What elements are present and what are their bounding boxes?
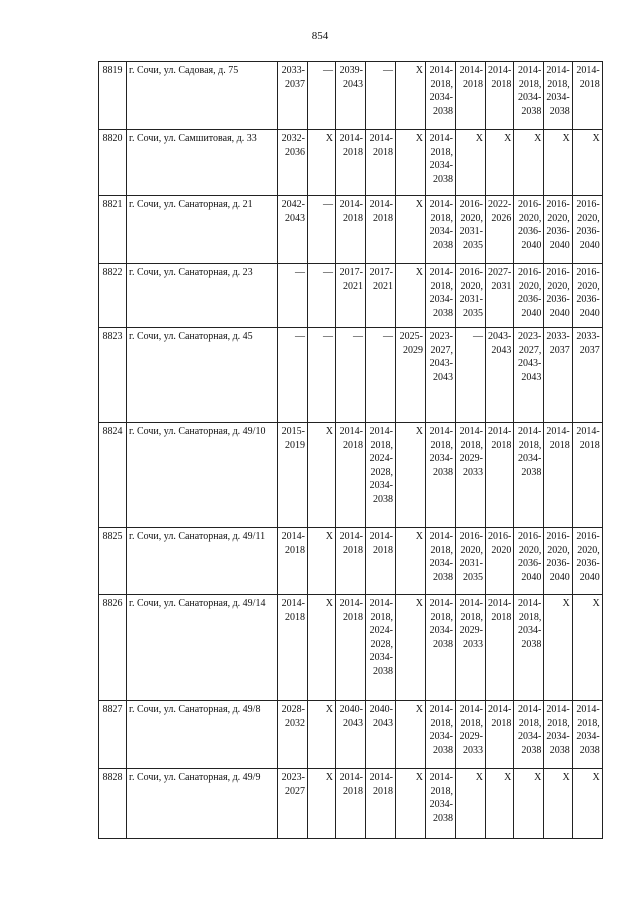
address-text: г. Сочи, ул. Санаторная, д. 45 <box>129 331 253 342</box>
period-value: X <box>415 426 423 437</box>
period-value: 2040- 2043 <box>369 704 393 729</box>
period-cell <box>278 264 308 328</box>
period-cell <box>514 528 544 595</box>
period-cell <box>486 528 514 595</box>
period-cell <box>396 528 426 595</box>
period-value: X <box>415 65 423 76</box>
period-value: 2014- 2018, 2024- 2028, 2034- 2038 <box>369 598 393 677</box>
period-value: 2016- 2020, 2036- 2040 <box>546 531 570 583</box>
period-value: 2014- 2018, 2034- 2038 <box>429 772 453 824</box>
period-cell <box>278 595 308 701</box>
address-cell <box>127 196 278 264</box>
period-value: 2027- 2031 <box>488 267 512 292</box>
period-value: 2025- 2029 <box>399 331 423 356</box>
period-cell <box>366 328 396 423</box>
period-value: X <box>415 704 423 715</box>
period-value: X <box>592 772 600 783</box>
period-cell <box>278 423 308 528</box>
period-cell <box>486 130 514 196</box>
table-row <box>99 595 603 701</box>
period-cell <box>426 62 456 130</box>
address-text: г. Сочи, ул. Санаторная, д. 23 <box>129 267 253 278</box>
period-value: 2033- 2037 <box>281 65 305 90</box>
period-cell <box>366 196 396 264</box>
period-cell <box>366 62 396 130</box>
period-value: 2014- 2018 <box>459 65 483 90</box>
period-value: 2016- 2020, 2036- 2040 <box>518 199 542 251</box>
period-cell <box>514 701 544 769</box>
period-cell <box>426 264 456 328</box>
period-cell <box>426 196 456 264</box>
period-cell <box>572 196 602 264</box>
period-value: 2014- 2018 <box>339 598 363 623</box>
table-row <box>99 769 603 839</box>
table-row <box>99 528 603 595</box>
period-cell <box>456 701 486 769</box>
period-cell <box>396 328 426 423</box>
period-value: 2014- 2018, 2029- 2033 <box>459 598 483 650</box>
period-cell <box>456 62 486 130</box>
period-cell <box>572 769 602 839</box>
period-cell <box>278 528 308 595</box>
period-cell <box>396 423 426 528</box>
period-value: 2039- 2043 <box>339 65 363 90</box>
period-cell <box>486 595 514 701</box>
period-value: — <box>353 331 363 342</box>
period-cell <box>486 423 514 528</box>
period-cell <box>514 130 544 196</box>
row-number: 8826 <box>99 595 127 701</box>
period-cell <box>308 595 336 701</box>
period-value: 2016- 2020, 2036- 2040 <box>576 267 600 319</box>
period-cell <box>456 196 486 264</box>
period-cell <box>336 769 366 839</box>
period-cell <box>396 62 426 130</box>
period-value: X <box>562 133 570 144</box>
period-cell <box>396 264 426 328</box>
period-value: 2016- 2020, 2036- 2040 <box>518 267 542 319</box>
period-value: X <box>415 772 423 783</box>
period-cell <box>426 595 456 701</box>
period-value: 2014- 2018 <box>339 426 363 451</box>
period-value: 2014- 2018, 2034- 2038 <box>429 267 453 319</box>
period-cell <box>396 196 426 264</box>
period-value: 2014- 2018, 2029- 2033 <box>459 426 483 478</box>
period-value: 2014- 2018 <box>488 65 512 90</box>
row-number: 8824 <box>99 423 127 528</box>
period-value: 2023- 2027, 2043- 2043 <box>429 331 453 383</box>
period-value: 2014- 2018 <box>488 598 512 623</box>
period-value: 2014- 2018, 2034- 2038 <box>429 65 453 117</box>
period-cell <box>336 62 366 130</box>
period-value: X <box>325 531 333 542</box>
address-cell <box>127 595 278 701</box>
period-cell <box>514 264 544 328</box>
period-cell <box>456 130 486 196</box>
period-cell <box>544 595 572 701</box>
period-value: X <box>562 772 570 783</box>
period-cell <box>544 130 572 196</box>
period-value: X <box>475 133 483 144</box>
period-value: 2017- 2021 <box>339 267 363 292</box>
period-value: 2014- 2018, 2034- 2038 <box>518 598 542 650</box>
period-value: 2023- 2027 <box>281 772 305 797</box>
period-cell <box>486 62 514 130</box>
period-value: 2014- 2018, 2034- 2038 <box>546 704 570 756</box>
period-value: 2014- 2018, 2034- 2038 <box>576 704 600 756</box>
period-cell <box>366 769 396 839</box>
period-cell <box>486 264 514 328</box>
period-value: X <box>415 267 423 278</box>
period-value: 2014- 2018 <box>369 531 393 556</box>
period-cell <box>572 528 602 595</box>
period-cell <box>396 595 426 701</box>
period-cell <box>514 62 544 130</box>
period-cell <box>426 130 456 196</box>
period-value: 2014- 2018, 2034- 2038 <box>429 598 453 650</box>
row-number: 8827 <box>99 701 127 769</box>
table-row <box>99 423 603 528</box>
period-cell <box>278 130 308 196</box>
period-value: 2033- 2037 <box>546 331 570 356</box>
address-cell <box>127 423 278 528</box>
period-value: 2014- 2018, 2034- 2038 <box>429 426 453 478</box>
period-value: 2017- 2021 <box>369 267 393 292</box>
period-value: 2014- 2018, 2034- 2038 <box>518 426 542 478</box>
period-value: 2033- 2037 <box>576 331 600 356</box>
period-cell <box>336 423 366 528</box>
period-cell <box>544 264 572 328</box>
period-value: 2014- 2018 <box>339 133 363 158</box>
period-value: X <box>534 133 542 144</box>
table-body <box>99 62 603 839</box>
address-text: г. Сочи, ул. Садовая, д. 75 <box>129 65 239 76</box>
period-cell <box>486 328 514 423</box>
period-value: 2028- 2032 <box>281 704 305 729</box>
period-cell <box>278 196 308 264</box>
period-value: 2016- 2020 <box>488 531 512 556</box>
period-cell <box>336 701 366 769</box>
period-value: 2014- 2018 <box>339 199 363 224</box>
period-value: X <box>504 772 512 783</box>
period-cell <box>514 423 544 528</box>
period-cell <box>456 595 486 701</box>
period-cell <box>308 769 336 839</box>
table-row <box>99 130 603 196</box>
row-number: 8825 <box>99 528 127 595</box>
row-number: 8820 <box>99 130 127 196</box>
period-value: — <box>295 267 305 278</box>
period-cell <box>544 62 572 130</box>
period-cell <box>278 62 308 130</box>
period-value: — <box>323 65 333 76</box>
period-value: 2016- 2020, 2031- 2035 <box>459 267 483 319</box>
period-value: 2014- 2018 <box>369 199 393 224</box>
period-value: 2040- 2043 <box>339 704 363 729</box>
period-value: X <box>592 598 600 609</box>
period-cell <box>396 701 426 769</box>
address-cell <box>127 769 278 839</box>
period-cell <box>336 528 366 595</box>
period-cell <box>336 264 366 328</box>
period-value: 2043- 2043 <box>488 331 512 356</box>
period-cell <box>396 130 426 196</box>
row-number: 8828 <box>99 769 127 839</box>
period-value: X <box>415 598 423 609</box>
period-value: 2014- 2018, 2029- 2033 <box>459 704 483 756</box>
period-cell <box>572 328 602 423</box>
period-value: 2014- 2018 <box>281 598 305 623</box>
period-cell <box>544 423 572 528</box>
period-value: 2014- 2018 <box>488 426 512 451</box>
address-text: г. Сочи, ул. Санаторная, д. 49/11 <box>129 531 266 542</box>
table-row <box>99 701 603 769</box>
period-value: — <box>473 331 483 342</box>
period-value: 2014- 2018 <box>339 772 363 797</box>
period-value: X <box>415 133 423 144</box>
period-cell <box>278 701 308 769</box>
period-cell <box>308 701 336 769</box>
period-value: 2014- 2018, 2034- 2038 <box>429 531 453 583</box>
period-cell <box>544 528 572 595</box>
row-number: 8822 <box>99 264 127 328</box>
register-table <box>98 61 603 839</box>
period-cell <box>308 62 336 130</box>
period-cell <box>426 769 456 839</box>
period-value: 2014- 2018 <box>576 65 600 90</box>
period-cell <box>456 423 486 528</box>
period-value: — <box>383 65 393 76</box>
period-cell <box>426 423 456 528</box>
period-cell <box>572 701 602 769</box>
row-number: 8819 <box>99 62 127 130</box>
period-cell <box>308 264 336 328</box>
period-value: X <box>592 133 600 144</box>
period-cell <box>572 595 602 701</box>
period-value: 2014- 2018 <box>339 531 363 556</box>
period-value: 2014- 2018, 2034- 2038 <box>429 133 453 185</box>
period-value: 2042- 2043 <box>281 199 305 224</box>
period-value: 2014- 2018 <box>281 531 305 556</box>
row-number: 8823 <box>99 328 127 423</box>
period-cell <box>308 130 336 196</box>
address-text: г. Сочи, ул. Самшитовая, д. 33 <box>129 133 257 144</box>
period-value: 2016- 2020, 2031- 2035 <box>459 531 483 583</box>
address-text: г. Сочи, ул. Санаторная, д. 49/9 <box>129 772 261 783</box>
period-value: 2015- 2019 <box>281 426 305 451</box>
period-cell <box>426 701 456 769</box>
period-value: 2023- 2027, 2043- 2043 <box>518 331 542 383</box>
period-value: 2014- 2018 <box>576 426 600 451</box>
period-value: — <box>323 267 333 278</box>
period-value: 2014- 2018, 2034- 2038 <box>518 65 542 117</box>
period-value: 2014- 2018 <box>369 133 393 158</box>
period-value: X <box>325 772 333 783</box>
period-value: 2016- 2020, 2036- 2040 <box>576 199 600 251</box>
period-cell <box>308 528 336 595</box>
address-cell <box>127 528 278 595</box>
page-number: 854 <box>311 30 329 42</box>
period-value: — <box>323 199 333 210</box>
period-value: — <box>323 331 333 342</box>
period-cell <box>366 701 396 769</box>
period-cell <box>308 423 336 528</box>
period-cell <box>308 328 336 423</box>
period-value: 2014- 2018 <box>369 772 393 797</box>
period-cell <box>366 528 396 595</box>
period-cell <box>396 769 426 839</box>
period-cell <box>336 196 366 264</box>
period-cell <box>426 328 456 423</box>
period-cell <box>426 528 456 595</box>
period-value: 2016- 2020, 2031- 2035 <box>459 199 483 251</box>
period-value: 2014- 2018 <box>488 704 512 729</box>
address-cell <box>127 328 278 423</box>
period-cell <box>366 264 396 328</box>
address-cell <box>127 130 278 196</box>
period-cell <box>486 769 514 839</box>
period-cell <box>544 196 572 264</box>
period-cell <box>544 328 572 423</box>
period-value: 2016- 2020, 2036- 2040 <box>576 531 600 583</box>
period-value: — <box>383 331 393 342</box>
period-cell <box>572 423 602 528</box>
period-value: X <box>325 426 333 437</box>
period-cell <box>572 62 602 130</box>
address-cell <box>127 62 278 130</box>
address-text: г. Сочи, ул. Санаторная, д. 49/10 <box>129 426 266 437</box>
period-cell <box>544 701 572 769</box>
period-value: X <box>504 133 512 144</box>
table-row <box>99 62 603 130</box>
period-value: X <box>415 199 423 210</box>
period-value: 2014- 2018, 2034- 2038 <box>546 65 570 117</box>
period-value: 2014- 2018 <box>546 426 570 451</box>
period-value: X <box>325 704 333 715</box>
period-value: 2014- 2018, 2034- 2038 <box>429 704 453 756</box>
period-cell <box>366 595 396 701</box>
period-value: X <box>325 133 333 144</box>
period-cell <box>456 264 486 328</box>
period-value: X <box>562 598 570 609</box>
period-value: X <box>534 772 542 783</box>
period-cell <box>514 328 544 423</box>
period-cell <box>456 328 486 423</box>
table-row <box>99 196 603 264</box>
period-cell <box>456 769 486 839</box>
period-value: X <box>325 598 333 609</box>
address-cell <box>127 701 278 769</box>
period-value: 2016- 2020, 2036- 2040 <box>546 267 570 319</box>
period-cell <box>366 130 396 196</box>
table-row <box>99 264 603 328</box>
period-cell <box>278 769 308 839</box>
table-row <box>99 328 603 423</box>
period-cell <box>514 769 544 839</box>
period-cell <box>336 130 366 196</box>
period-cell <box>308 196 336 264</box>
period-value: 2014- 2018, 2024- 2028, 2034- 2038 <box>369 426 393 505</box>
period-value: 2032- 2036 <box>281 133 305 158</box>
period-value: 2016- 2020, 2036- 2040 <box>546 199 570 251</box>
period-cell <box>278 328 308 423</box>
period-cell <box>366 423 396 528</box>
period-cell <box>336 595 366 701</box>
period-cell <box>486 196 514 264</box>
address-text: г. Сочи, ул. Санаторная, д. 49/8 <box>129 704 261 715</box>
period-cell <box>544 769 572 839</box>
period-cell <box>456 528 486 595</box>
period-cell <box>336 328 366 423</box>
period-cell <box>514 196 544 264</box>
address-text: г. Сочи, ул. Санаторная, д. 21 <box>129 199 253 210</box>
address-cell <box>127 264 278 328</box>
address-text: г. Сочи, ул. Санаторная, д. 49/14 <box>129 598 266 609</box>
period-cell <box>572 264 602 328</box>
period-cell <box>514 595 544 701</box>
row-number: 8821 <box>99 196 127 264</box>
period-value: X <box>475 772 483 783</box>
period-value: X <box>415 531 423 542</box>
period-cell <box>572 130 602 196</box>
period-value: 2014- 2018, 2034- 2038 <box>429 199 453 251</box>
period-value: 2022- 2026 <box>488 199 512 224</box>
period-value: — <box>295 331 305 342</box>
period-value: 2014- 2018, 2034- 2038 <box>518 704 542 756</box>
period-cell <box>486 701 514 769</box>
period-value: 2016- 2020, 2036- 2040 <box>518 531 542 583</box>
